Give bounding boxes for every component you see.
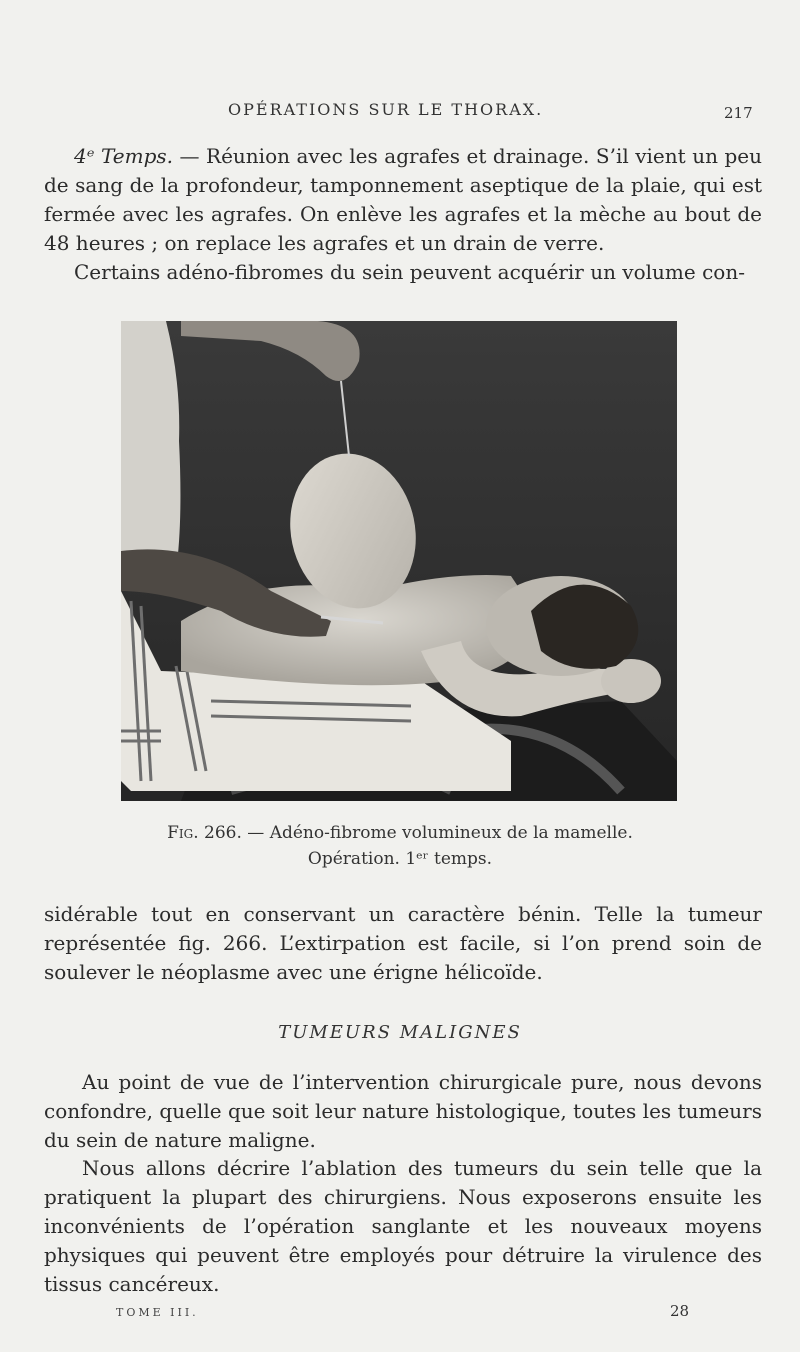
step-text: — Réunion avec les agrafes et drainage. S’il vient un peu de sang de la profondeur, tamponnement aseptique de la plaie, qui est fermée avec les agrafes. On enlève les agrafes et la mèche au bout de 48 heures ; on replace les agrafes et un drain de verre. xyxy=(44,144,762,255)
page-number: 217 xyxy=(724,104,753,122)
paragraph-continuation: sidérable tout en conservant un caractère bénin. Telle la tumeur représentée fig. 266. L’extirpation est facile, si l’on prend soin de soulever le néoplasme avec une érigne hélicoïde. xyxy=(44,902,762,984)
surgical-photograph xyxy=(121,321,677,801)
figure-description: — Adéno-fibrome volumineux de la mamelle. xyxy=(241,823,633,843)
figure-caption-line-2: Opération. 1ᵉʳ temps. xyxy=(307,849,493,869)
step-label: 4ᵉ Temps. xyxy=(74,144,173,168)
footer-volume: TOME III. xyxy=(116,1306,199,1319)
paragraph-adeno-fibromes: Certains adéno-fibromes du sein peuvent acquérir un volume con- xyxy=(74,260,745,284)
figure-label: Fig. 266. xyxy=(167,823,242,843)
paragraph-ablation: Nous allons décrire l’ablation des tumeurs du sein telle que la pratiquent la plupart des chirurgiens. Nous exposerons ensuite les inconvénients de l’opération sanglante et les nouveaux moyens physiques qui peuvent être employés pour détruire la virulence des tissus cancéreux. xyxy=(44,1156,762,1296)
running-title: OPÉRATIONS SUR LE THORAX. xyxy=(228,100,544,119)
paragraph-fourth-step xyxy=(44,142,762,258)
footer-signature: 28 xyxy=(670,1302,690,1320)
paragraph-malignant-intro: Au point de vue de l’intervention chirurgicale pure, nous devons confondre, quelle que soit leur nature histologique, toutes les tumeurs du sein de nature maligne. xyxy=(44,1070,762,1152)
photograph-illustration xyxy=(121,321,677,801)
running-head xyxy=(0,100,800,126)
section-heading: TUMEURS MALIGNES xyxy=(278,1022,522,1043)
figure-caption-line-1 xyxy=(120,820,680,846)
